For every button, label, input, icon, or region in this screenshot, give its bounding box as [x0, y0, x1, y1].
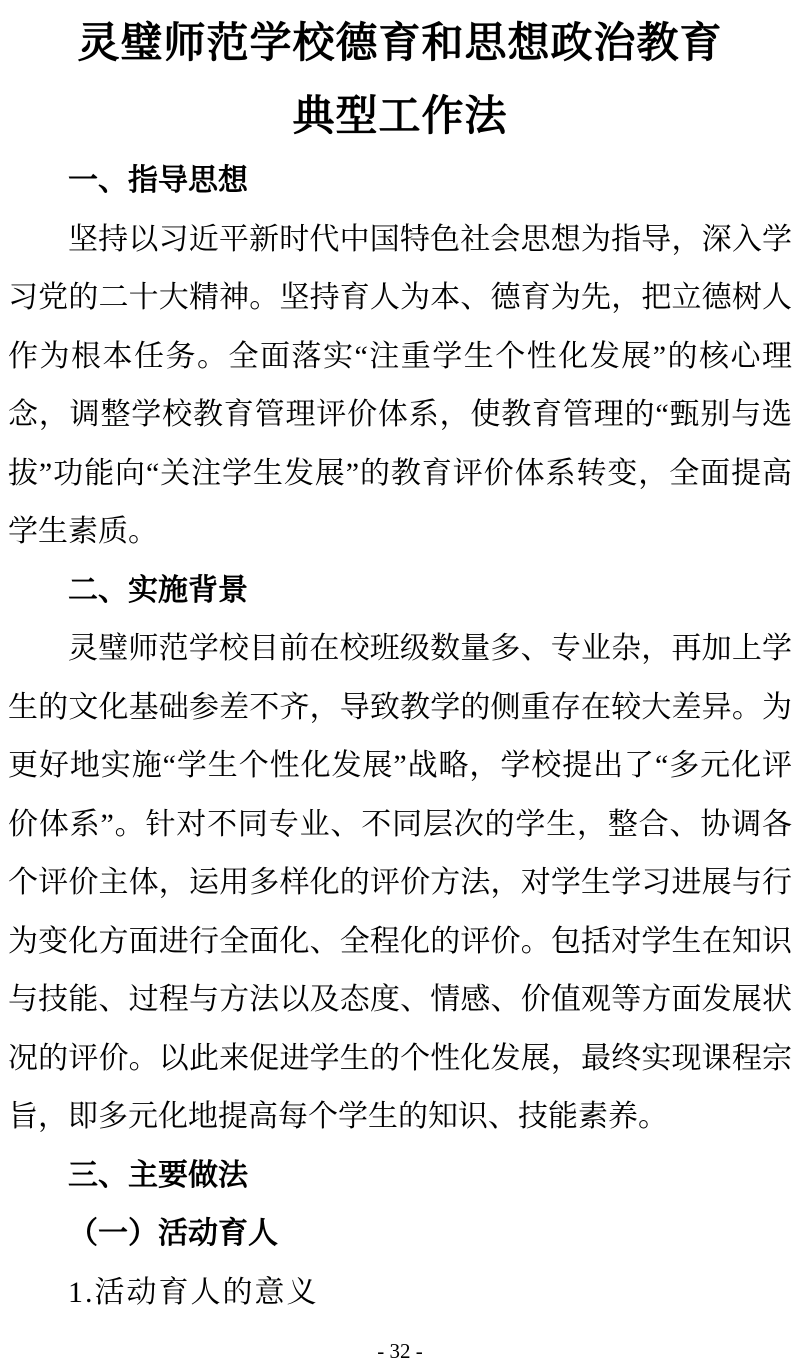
- heading-guiding-ideology: 一、指导思想: [68, 164, 248, 197]
- document-body: [8, 152, 792, 1322]
- heading-implementation-background: 二、实施背景: [68, 573, 248, 607]
- paragraph-implementation-background: 灵璧师范学校目前在校班级数量多、专业杂，再加上学生的文化基础参差不齐，导致教学的侧重存在较大差异。为更好地实施“学生个性化发展”战略，学校提出了“多元化评价体系”。针对不同专业、不同层次的学生，整合、协调各个评价主体，运用多样化的评价方法，对学生学习进展与行为变化方面进行全面化、全程化的评价。包括对学生在知识与技能、过程与方法以及态度、情感、价值观等方面发展状况的评价。以此来促进学生的个性化发展，最终实现课程宗旨，即多元化地提高每个学生的知识、技能素养。: [8, 632, 792, 1133]
- paragraph-guiding-ideology: 坚持以习近平新时代中国特色社会思想为指导，深入学习党的二十大精神。坚持育人为本、德育为先，把立德树人作为根本任务。全面落实“注重学生个性化发展”的核心理念，调整学校教育管理评价体系，使教育管理的“甄别与选拔”功能向“关注学生发展”的教育评价体系转变，全面提高学生素质。: [8, 222, 792, 548]
- page-number: - 32 -: [377, 1339, 423, 1363]
- heading-main-practices: 三、主要做法: [68, 1158, 248, 1192]
- page-footer: [0, 1339, 800, 1363]
- subheading-activity-education: （一）活动育人: [68, 1217, 278, 1250]
- document-title-line-1: 灵璧师范学校德育和思想政治教育: [77, 19, 723, 66]
- document-title-line-2: 典型工作法: [292, 92, 508, 139]
- subsubheading-activity-education-significance: 1.活动育人的意义: [68, 1275, 319, 1309]
- document-title: [8, 6, 792, 152]
